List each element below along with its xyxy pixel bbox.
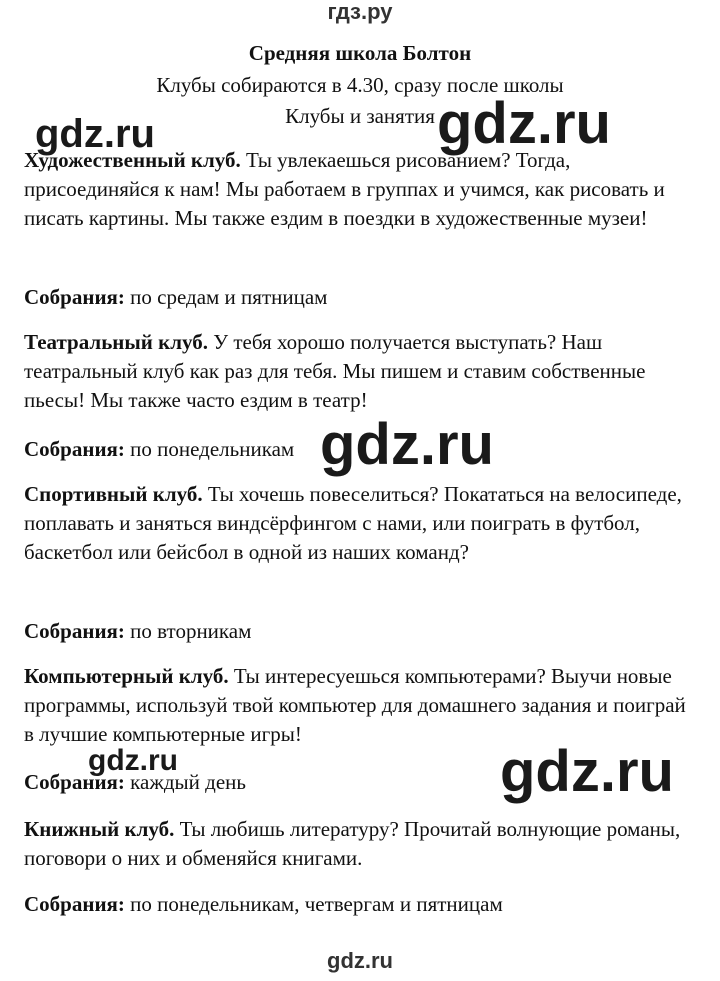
site-footer-logo: gdz.ru [327, 948, 393, 973]
club-text: Ты увлекаешься рисованием? Тогда, присоединяйся к нам! Мы работаем в группах и учимся, как рисовать и писать картины. Мы также ездим в поездки в художественные музеи! [24, 148, 665, 230]
meetings-label: Собрания: [24, 770, 125, 794]
watermark: gdz.ru [35, 112, 155, 156]
club-text: Ты хочешь повеселиться? Покататься на велосипеде, поплавать и заняться виндсёрфингом с нами, или поиграть в футбол, баскетбол или бейсбол в одной из наших команд? [24, 482, 682, 564]
watermark: gdz.ru [88, 744, 178, 777]
club-text: У тебя хорошо получается выступать? Наш театральный клуб как раз для тебя. Мы пишем и ставим собственные пьесы! Мы также часто ездим в театр! [24, 330, 646, 412]
club-name: Спортивный клуб. [24, 482, 203, 506]
club-name: Компьютерный клуб. [24, 664, 229, 688]
watermark: gdz.ru [320, 412, 494, 477]
watermark: gdz.ru [500, 739, 674, 804]
club-art-description [24, 146, 694, 233]
watermark: gdz.ru [437, 91, 611, 156]
club-name: Театральный клуб. [24, 330, 209, 354]
meetings-value: по понедельникам [124, 437, 295, 461]
meetings-label: Собрания: [24, 619, 125, 643]
club-sports-meetings [24, 617, 694, 646]
meetings-label: Собрания: [24, 892, 125, 916]
page-subtitle: Клубы собираются в 4.30, сразу после школы [156, 73, 564, 97]
club-book-description [24, 815, 694, 873]
meetings-value: по вторникам [124, 619, 252, 643]
club-name: Художественный клуб. [24, 148, 241, 172]
site-header-logo: гдз.ру [327, 0, 393, 24]
meetings-value: по понедельникам, четвергам и пятницам [124, 892, 503, 916]
club-text: Ты любишь литературу? Прочитай волнующие романы, поговори о них и обменяйся книгами. [24, 817, 681, 870]
club-text: Ты интересуешься компьютерами? Выучи новые программы, используй твой компьютер для домашнего задания и поиграй в лучшие компьютерные игры! [24, 664, 686, 746]
page-title: Средняя школа Болтон [248, 41, 472, 65]
meetings-label: Собрания: [24, 285, 125, 309]
meetings-value: по средам и пятницам [124, 285, 328, 309]
club-computer-description [24, 662, 694, 749]
meetings-label: Собрания: [24, 437, 125, 461]
club-theatre-description [24, 328, 694, 415]
club-sports-description [24, 480, 694, 567]
meetings-value: каждый день [124, 770, 246, 794]
club-name: Книжный клуб. [24, 817, 175, 841]
club-art-meetings [24, 283, 694, 312]
club-book-meetings [24, 890, 694, 919]
section-heading: Клубы и занятия [285, 104, 435, 128]
